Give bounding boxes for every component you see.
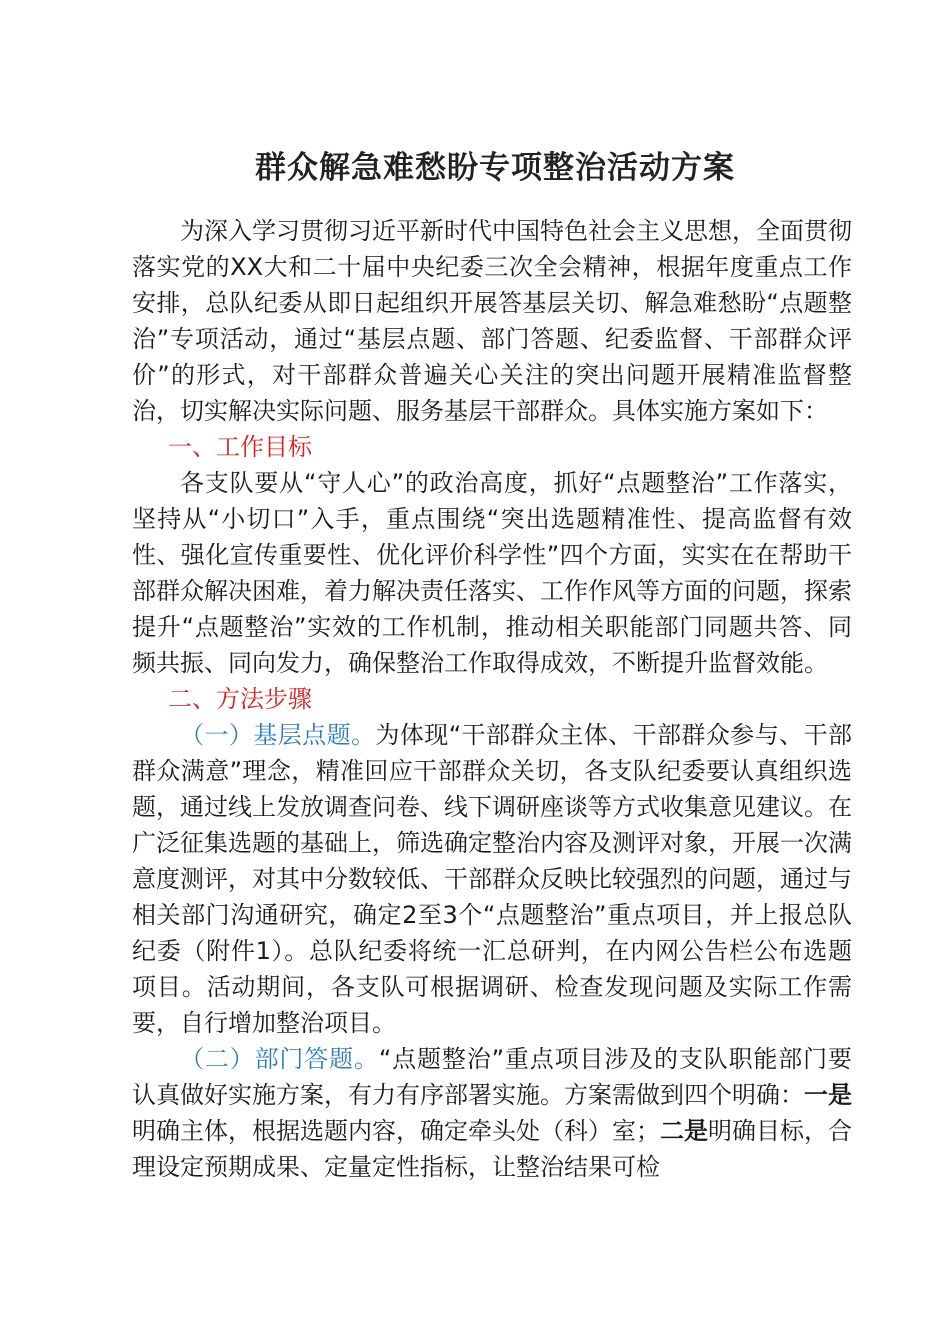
- section-heading-goals: 一、工作目标: [168, 433, 312, 461]
- step1-paragraph: [132, 717, 852, 1041]
- step2-body-c: 明确目标，合理设定预期成果、定量定性指标，让整治结果可检: [132, 1117, 852, 1181]
- step2-body-a: “点题整治”重点项目涉及的支队职能部门要认真做好实施方案，有力有序部署实施。方案需做到四个明确：: [132, 1045, 852, 1109]
- step2-bold-second: 二是: [660, 1117, 708, 1145]
- goals-paragraph: 各支队要从“守人心”的政治高度，抓好“点题整治”工作落实，坚持从“小切口”入手，重点围绕“突出选题精准性、提高监督有效性、强化宣传重要性、优化评价科学性”四个方面，实实在在帮助干部群众解决困难，着力解决责任落实、工作作风等方面的问题，探索提升“点题整治”实效的工作机制，推动相关职能部门同题共答、同频共振、同向发力，确保整治工作取得成效，不断提升监督效能。: [132, 469, 852, 677]
- document-title: 群众解急难愁盼专项整治活动方案: [255, 150, 735, 186]
- step2-label: （二）部门答题。: [180, 1045, 379, 1073]
- document-page: [132, 128, 852, 1185]
- step2-body-b: 明确主体，根据选题内容，确定牵头处（科）室；: [132, 1117, 660, 1145]
- step1-label: （一）基层点题。: [180, 721, 376, 749]
- section-heading-steps: 二、方法步骤: [168, 685, 312, 713]
- step1-body: 为体现“干部群众主体、干部群众参与、干部群众满意”理念，精准回应干部群众关切，各支队纪委要认真组织选题，通过线上发放调查问卷、线下调研座谈等方式收集意见建议。在广泛征集选题的基础上，筛选确定整治内容及测评对象，开展一次满意度测评，对其中分数较低、干部群众反映比较强烈的问题，通过与相关部门沟通研究，确定2至3个“点题整治”重点项目，并上报总队纪委（附件1）。总队纪委将统一汇总研判，在内网公告栏公布选题项目。活动期间，各支队可根据调研、检查发现问题及实际工作需要，自行增加整治项目。: [132, 721, 853, 1037]
- step2-paragraph: [132, 1041, 852, 1185]
- intro-paragraph: 为深入学习贯彻习近平新时代中国特色社会主义思想，全面贯彻落实党的XX大和二十届中央纪委三次全会精神，根据年度重点工作安排，总队纪委从即日起组织开展答基层关切、解急难愁盼“点题整治”专项活动，通过“基层点题、部门答题、纪委监督、干部群众评价”的形式，对干部群众普遍关心关注的突出问题开展精准监督整治，切实解决实际问题、服务基层干部群众。具体实施方案如下：: [132, 217, 852, 425]
- step2-bold-first: 一是: [804, 1081, 852, 1109]
